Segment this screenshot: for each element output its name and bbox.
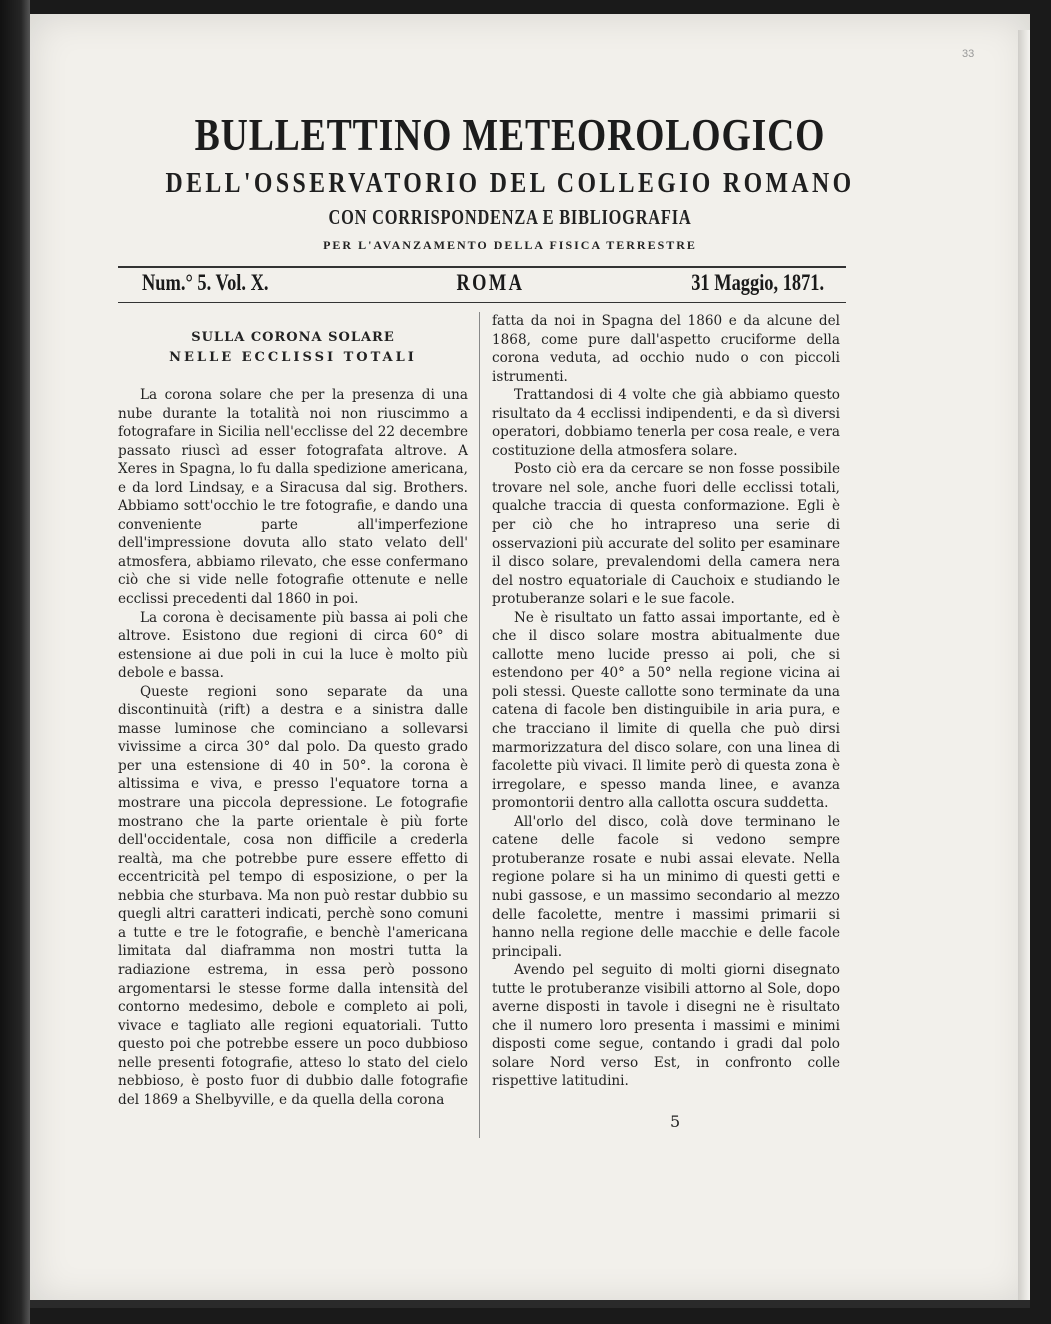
book-spine bbox=[0, 0, 30, 1324]
page-number: 5 bbox=[670, 1112, 681, 1131]
column-divider bbox=[479, 312, 480, 1138]
paragraph: Trattandosi di 4 volte che già abbiamo questo risultato da 4 ecclissi indipendenti, e da sì diversi operatori, dobbiamo tenerla per cosa reale, e vera costituzione della atmosfera solare. bbox=[492, 387, 840, 459]
issue-date: 31 Maggio, 1871. bbox=[691, 270, 824, 295]
article-title-line2: NELLE ECCLISSI TOTALI bbox=[169, 350, 417, 365]
left-column bbox=[118, 312, 468, 1109]
paragraph: La corona è decisamente più bassa ai poli che altrove. Esistono due regioni di circa 60° di estensione ai due poli in cui la luce è molto più debole e bassa. bbox=[118, 609, 468, 682]
issue-line bbox=[118, 270, 846, 300]
right-column bbox=[492, 312, 840, 1091]
paragraph: Avendo pel seguito di molti giorni disegnato tutte le protuberanze visibili attorno al Sole, dopo averne disposti in tavole i disegni ne è risultato che il numero loro presenta i massimi e minimi disposti come segue, contando i gradi dal polo solare Nord verso Est, in confronto colle rispettive latitudini. bbox=[492, 962, 840, 1090]
scan-top-border bbox=[0, 0, 1051, 14]
margin-mark: 33 bbox=[962, 48, 975, 60]
scan-bottom-border bbox=[30, 1300, 1030, 1308]
masthead-subtitle-2: CON CORRISPONDENZA E BIBLIOGRAFIA bbox=[328, 205, 692, 229]
paragraph: All'orlo del disco, colà dove terminano le catene delle facole si vedono sempre protuberanze rosate e nubi assai elevate. Nella regione polare si ha un minimo di questi getti e nubi gassose, e un massimo secondario al mezzo delle facolette, mentre i massimi primarii si hanno nella regione delle macchie e delle facole principali. bbox=[492, 813, 840, 960]
masthead-rule-bottom bbox=[118, 302, 846, 303]
masthead-title: BULLETTINO METEOROLOGICO bbox=[194, 109, 826, 160]
paragraph: Ne è risultato un fatto assai importante, ed è che il disco solare mostra abitualmente due callotte meno lucide presso ai poli, che si estendono per 40° a 50° nella regione vicina ai poli stessi. Queste callotte sono terminate da una catena di facole ben distinguibile in aria pura, e che tracciano il limite di quella che può dirsi marmorizzatura del disco solare, con una linea di facolette più vivaci. Il limite però di questa zona è irregolare, e spesso manda linee, e avanza promontorii dentro alla callotta oscura suddetta. bbox=[492, 609, 840, 812]
page-edge bbox=[1018, 30, 1030, 1300]
masthead-subtitle: DELL'OSSERVATORIO DEL COLLEGIO ROMANO bbox=[165, 168, 855, 199]
paragraph: Posto ciò era da cercare se non fosse possibile trovare nel sole, anche fuori delle ecclissi totali, qualche traccia di questa conformazione. Egli è per ciò che ho intrapreso una serie di osservazioni più accurate del solito per esaminare il disco solare, prevalendomi della camera nera del nostro equatoriale di Cauchoix e studiando le protuberanze solari e le sue facole. bbox=[492, 461, 840, 608]
issue-number: Num.° 5. Vol. X. bbox=[142, 270, 269, 295]
masthead-rule-top bbox=[118, 266, 846, 268]
paragraph: La corona solare che per la presenza di una nube durante la totalità noi non riuscimmo a fotografare in Sicilia nell'ecclisse del 22 decembre passato riuscì ad esser fotografata altrove. A Xeres in Spagna, lo fu dalla spedizione americana, e da lord Lindsay, e a Siracusa dal sig. Brothers. Abbiamo sott'occhio le tre fotografie, e dando una conveniente parte all'imperfezione dell'impressione dovuta allo stato velato dell' atmosfera, abbiamo rilevato, che esse confermano ciò che si vide nelle fotografie ottenute e nelle ecclissi precedenti dal 1860 in poi. bbox=[118, 387, 468, 608]
article-title-line1: SULLA CORONA SOLARE bbox=[191, 330, 395, 345]
paragraph: Queste regioni sono separate da una discontinuità (rift) a destra e a sinistra dalle masse luminose che cominciano a sollevarsi vivissime a circa 30° dal polo. Da questo grado per una estensione di 40 in 50°. la corona è altissima e viva, e presso l'equatore torna a mostrare una piccola depressione. Le fotografie mostrano che la parte orientale è più forte dell'occidentale, cosa non difficile a crederla realtà, ma che potrebbe pure essere effetto di eccentricità pel tempo di esposizione, o per la nebbia che sturbava. Ma non può restar dubbio su quegli altri caratteri indicati, perchè sono comuni a tutte e tre le fotografie, e benchè l'americana limitata dal diaframma non mostri tutta la radiazione estrema, in essa però possono argomentarsi le stesse forme dalla intensità del contorno medesimo, debole e completo ai poli, vivace e tagliato alle regioni equatoriali. Tutto questo poi che potrebbe essere un poco dubbioso nelle presenti fotografie, atteso lo stato del cielo nebbioso, è posto fuor di dubbio dalle fotografie del 1869 a Shelbyville, e da quella della corona bbox=[118, 683, 468, 1108]
masthead-subtitle-3: PER L'AVANZAMENTO DELLA FISICA TERRESTRE bbox=[323, 238, 697, 252]
paragraph: fatta da noi in Spagna del 1860 e da alcune del 1868, come pure dall'aspetto cruciforme della corona veduta, ad occhio nudo o con piccoli istrumenti. bbox=[492, 313, 840, 385]
issue-city: ROMA bbox=[456, 270, 525, 295]
